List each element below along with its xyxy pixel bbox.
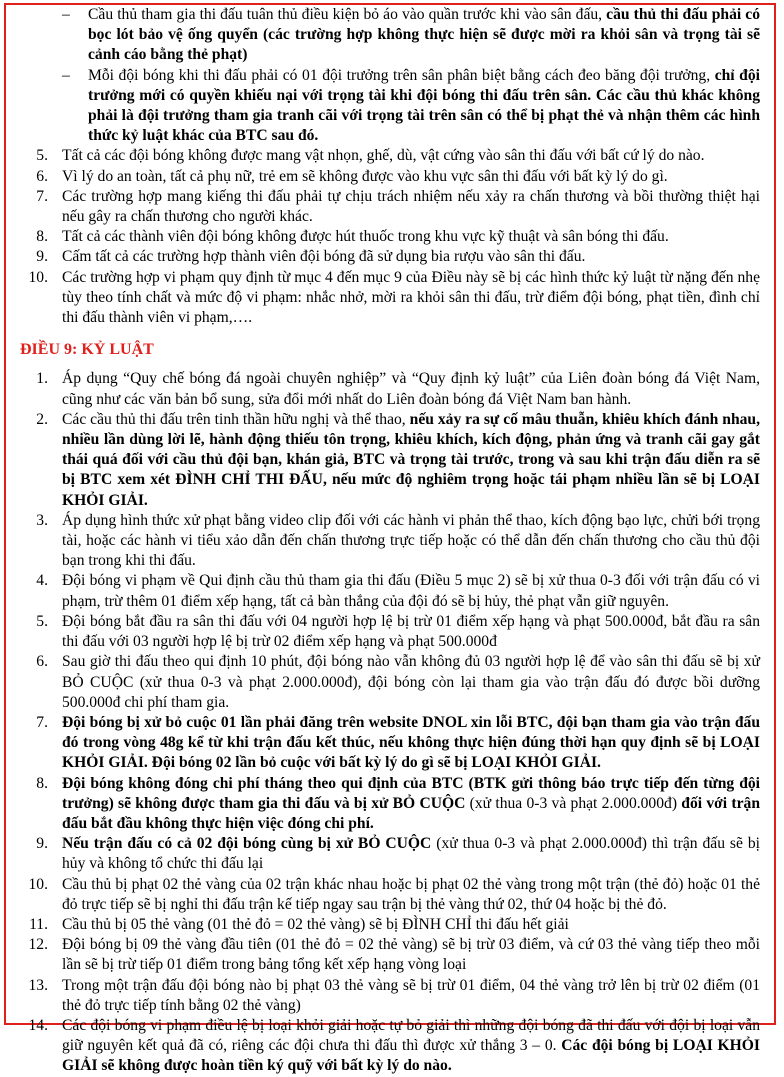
bold-text: đối với trận đấu bắt đầu không thực hiện việc đóng chi phí. <box>62 794 760 832</box>
list-marker: 12. <box>28 936 48 954</box>
list-text: Cầu thủ bị phạt 02 thẻ vàng của 02 trận khác nhau hoặc bị phạt 02 thẻ vàng trong một trận (thẻ đỏ) hoặc 01 thẻ đỏ trực tiếp sẽ bị nghỉ thi đấu trận kế tiếp ngay sau trận bị thẻ vàng thứ 02, thứ 04 hoặc bị thẻ đỏ. <box>62 875 760 913</box>
list-item <box>20 187 760 227</box>
list-text: Trong một trận đấu đội bóng nào bị phạt 03 thẻ vàng sẽ bị trừ 01 điểm, 04 thẻ vàng trở lên bị trừ 02 điểm (01 thẻ đỏ trực tiếp tính bằng 02 thẻ vàng) <box>62 976 760 1014</box>
discipline-rule-item <box>20 935 760 975</box>
list-text: Vì lý do an toàn, tất cả phụ nữ, trẻ em sẽ không được vào khu vực sân thi đấu với bất kỳ lý do gì. <box>62 167 668 185</box>
discipline-rule-item <box>20 976 760 1016</box>
bold-text: chỉ đội trưởng mới có quyền khiếu nại với trọng tài khi đội bóng thi đấu trên sân. Các cầu thủ khác không phải là đội trưởng tham gia tranh cãi với trọng tài trên sân có thể bị phạt thẻ và nhận thêm các hình thức kỷ luật khác của BTC sau đó. <box>88 66 760 145</box>
list-marker: 14. <box>28 1016 48 1034</box>
list-text: Các trường hợp mang kiếng thi đấu phải tự chịu trách nhiệm nếu xảy ra chấn thương và bồi thường thiệt hại nếu gây ra chấn thương cho người khác. <box>62 187 760 226</box>
list-marker: – <box>62 66 70 84</box>
list-marker: 1. <box>36 370 48 388</box>
list-text: (xử thua 0-3 và phạt 2.000.000đ) thì trận đấu sẽ bị hủy và không tổ chức thi đấu lại <box>62 835 760 873</box>
top-numbered-list <box>20 146 760 328</box>
list-marker: 9. <box>36 248 48 266</box>
bold-text: nếu xảy ra sự cố mâu thuẫn, khiêu khích đánh nhau, nhiều lần dùng lời lẽ, hành động thiếu tôn trọng, khiêu khích, kích động, phản ứng và tranh cãi gay gắt thái quá đối với cầu thủ đội bạn, khán giả, BTC và trọng tài trước, trong và sau khi trận đấu diễn ra sẽ bị BTC xem xét ĐÌNH CHỈ THI ĐẤU, nếu mức độ nghiêm trọng hoặc tái phạm nhiều lần sẽ bị LOẠI KHỎI GIẢI. <box>62 410 760 509</box>
list-marker: 7. <box>36 713 48 731</box>
list-text: Các đội bóng vi phạm điều lệ bị loại khỏi giải hoặc tự bỏ giải thì những đội bóng đã thi đấu với đội bị loại vẫn giữ nguyên kết quả đã có, riêng các đội chưa thi đấu thì được xử thắng 3 – 0. <box>62 1016 760 1055</box>
list-marker: 6. <box>36 167 48 185</box>
top-dash-list <box>20 5 760 146</box>
bold-text: Các đội bóng bị LOẠI KHỎI GIẢI sẽ không được hoàn tiền ký quỹ với bất kỳ lý do nào. <box>62 1037 760 1075</box>
list-item <box>20 146 760 166</box>
bold-text: Nếu trận đấu có cả 02 đội bóng cùng bị xử BỎ CUỘC <box>62 835 437 853</box>
document-body <box>6 5 774 1077</box>
discipline-rule-item <box>20 511 760 572</box>
discipline-rule-item <box>20 875 760 915</box>
list-marker: – <box>62 6 70 23</box>
list-text: Đội bóng bắt đầu ra sân thi đấu với 04 người hợp lệ bị trừ 01 điểm xếp hạng và phạt 500.000đ, bắt đầu ra sân thi đấu với 03 người hợp lệ bị trừ 02 điểm xếp hạng và phạt 500.000đ <box>62 612 760 651</box>
discipline-rule-item <box>20 612 760 652</box>
list-marker: 8. <box>36 228 48 246</box>
list-text: Đội bóng bị 09 thẻ vàng đầu tiên (01 thẻ đỏ = 02 thẻ vàng) sẽ bị trừ 03 điểm, và cứ 03 thẻ vàng tiếp theo mỗi lần sẽ bị trừ tiếp 01 điểm trong bảng tổng kết xếp hạng vòng loại <box>62 936 760 974</box>
list-marker: 10. <box>28 268 48 286</box>
list-text: Đội bóng vi phạm về Qui định cầu thủ tham gia thi đấu (Điều 5 mục 2) sẽ bị xử thua 0-3 đối với trận đấu có vi phạm, trừ thêm 01 điểm xếp hạng, tất cả bàn thắng của đội đó sẽ bị hủy, thẻ phạt vẫn giữ nguyên. <box>62 572 760 610</box>
bold-text: Đội bóng bị xử bỏ cuộc 01 lần phải đăng trên website DNOL xin lỗi BTC, đội bạn tham gia vào trận đấu đó trong vòng 48g kể từ khi trận đấu kết thúc, nếu không thực hiện đúng thời hạn quy định sẽ bị LOẠI KHỎI GIẢI. Đội bóng 02 lần bỏ cuộc với bất kỳ lý do gì sẽ bị LOẠI KHỎI GIẢI. <box>62 713 760 772</box>
list-marker: 13. <box>28 976 48 994</box>
dash-list-item <box>20 66 760 147</box>
list-marker: 11. <box>29 915 48 933</box>
list-marker: 5. <box>36 147 48 165</box>
list-text: Cầu thủ tham gia thi đấu tuân thủ điều kiện bỏ áo vào quần trước khi vào sân đấu, <box>88 6 607 23</box>
list-marker: 10. <box>28 875 48 893</box>
list-text: Cấm tất cả các trường hợp thành viên đội bóng đã sử dụng bia rượu vào sân thi đấu. <box>62 248 586 266</box>
discipline-rule-item <box>20 1016 760 1077</box>
discipline-rule-item <box>20 571 760 611</box>
list-text: Áp dụng “Quy chế bóng đá ngoài chuyên nghiệp” và “Quy định kỷ luật” của Liên đoàn bóng đá Việt Nam, cũng như các văn bản bổ sung, sửa đổi mới nhất do Liên đoàn bóng đá Việt Nam ban hành. <box>62 370 760 408</box>
list-item <box>20 167 760 187</box>
list-item <box>20 227 760 247</box>
bold-text: Đội bóng không đóng chi phí tháng theo qui định của BTC (BTK gửi thông báo trực tiếp đến từng đội trưởng) sẽ không được tham gia thi đấu và bị xử BỎ CUỘC <box>62 774 760 812</box>
dash-list-item <box>20 5 760 66</box>
discipline-rule-item <box>20 915 760 935</box>
list-item <box>20 268 760 329</box>
list-text: Sau giờ thi đấu theo qui định 10 phút, đội bóng nào vẫn không đủ 03 người hợp lệ để vào sân thi đấu sẽ bị xử BỎ CUỘC (xử thua 0-3 và phạt 2.000.000đ), đội bóng còn lại tham gia vào trận đấu đó được bồi dưỡng 500.000đ chi phí tham gia. <box>62 653 760 711</box>
discipline-rule-item <box>20 834 760 874</box>
list-marker: 7. <box>36 187 48 205</box>
discipline-rule-item <box>20 369 760 409</box>
discipline-rule-item <box>20 774 760 835</box>
list-text: (xử thua 0-3 và phạt 2.000.000đ) <box>469 794 682 812</box>
list-text: Tất cả các đội bóng không được mang vật nhọn, ghế, dù, vật cứng vào sân thi đấu với bất cứ lý do nào. <box>62 147 705 165</box>
list-marker: 9. <box>36 835 48 853</box>
list-text: Mỗi đội bóng khi thi đấu phải có 01 đội trưởng trên sân phân biệt bằng cách đeo băng đội trưởng, <box>88 66 715 84</box>
section-numbered-list <box>20 369 760 1076</box>
list-marker: 6. <box>36 653 48 671</box>
list-text: Áp dụng hình thức xử phạt bằng video clip đối với các hành vi phản thể thao, kích động bạo lực, chửi bới trọng tài, hoặc các hành vi tiểu xảo dẫn đến chấn thương trực tiếp hoặc có thể dẫn đến chấn thương cho cầu thủ đội bạn trong khi thi đấu. <box>62 511 760 570</box>
discipline-rule-item <box>20 713 760 774</box>
list-marker: 5. <box>36 612 48 630</box>
discipline-rule-item <box>20 652 760 713</box>
document-frame <box>4 3 776 1075</box>
list-marker: 3. <box>36 511 48 529</box>
list-item <box>20 247 760 267</box>
list-text: Tất cả các thành viên đội bóng không được hút thuốc trong khu vực kỹ thuật và sân bóng thi đấu. <box>62 228 669 246</box>
list-text: Các cầu thủ thi đấu trên tinh thần hữu nghị và thể thao, <box>62 410 410 428</box>
list-marker: 4. <box>36 572 48 590</box>
list-marker: 2. <box>36 410 48 428</box>
list-text: Cầu thủ bị 05 thẻ vàng (01 thẻ đỏ = 02 thẻ vàng) sẽ bị ĐÌNH CHỈ thi đấu hết giải <box>62 915 569 933</box>
bold-text: cầu thủ thi đấu phải có bọc lót bảo vệ ống quyển (các trường hợp không thực hiện sẽ được mời ra khỏi sân và trọng tài sẽ cảnh cáo bằng thẻ phạt) <box>88 6 761 64</box>
list-text: Các trường hợp vi phạm quy định từ mục 4 đến mục 9 của Điều này sẽ bị các hình thức kỷ luật từ nặng đến nhẹ tùy theo tính chất và mức độ vi phạm: nhắc nhở, mời ra khỏi sân thi đấu, trừ điểm đội bóng, phạt tiền, đình chỉ thi đấu thành viên vi phạm,…. <box>62 268 760 327</box>
section-heading: ĐIỀU 9: KỶ LUẬT <box>20 341 154 359</box>
discipline-rule-item <box>20 410 760 511</box>
list-marker: 8. <box>36 774 48 792</box>
